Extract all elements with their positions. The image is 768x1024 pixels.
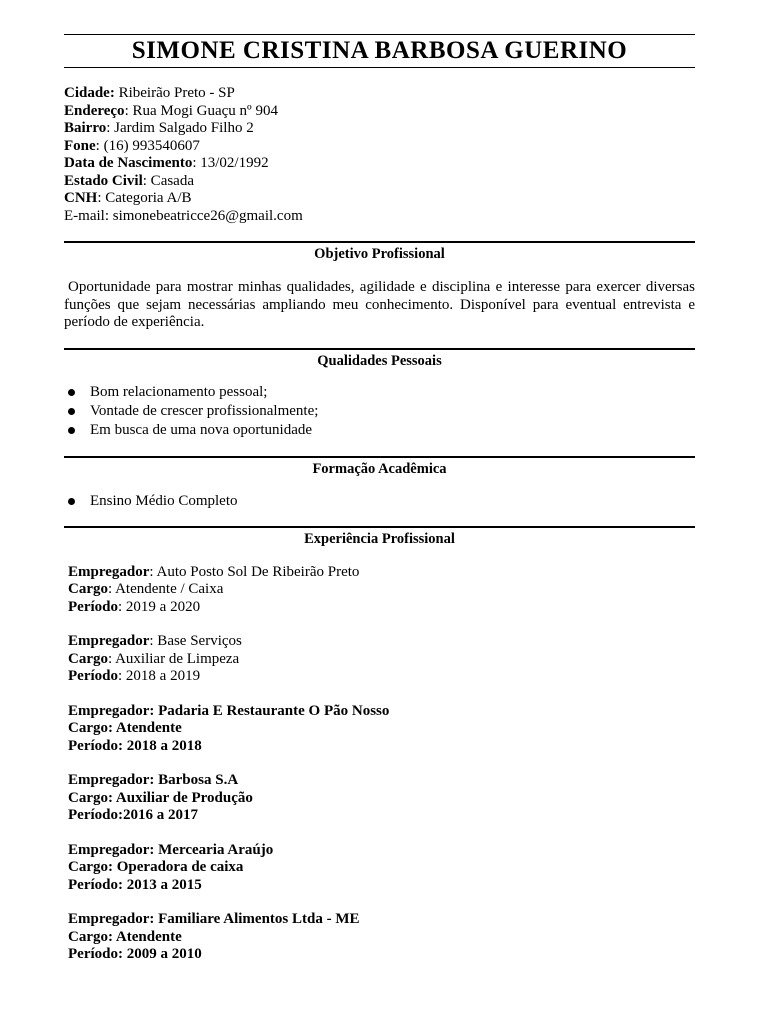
job-field-label: Período [68, 598, 118, 615]
job-field-label: Empregador [68, 563, 150, 580]
job-role [68, 651, 695, 669]
info-value: : simonebeatricce26@gmail.com [104, 207, 303, 224]
job-period [68, 599, 695, 617]
job-field-label: Cargo [68, 650, 108, 667]
job-role [68, 581, 695, 599]
info-city [64, 85, 695, 103]
education-list [64, 492, 695, 511]
info-label: Estado Civil [64, 172, 143, 189]
job-field-value: :2016 a 2017 [118, 807, 198, 823]
info-value: Ribeirão Preto - SP [114, 85, 235, 101]
job-entry [68, 703, 695, 756]
job-period [68, 738, 695, 756]
job-field-value: : 2013 a 2015 [118, 876, 202, 893]
job-field-value: : Auxiliar de Produção [108, 789, 253, 806]
job-entry [68, 842, 695, 895]
list-item-text: Bom relacionamento pessoal; [90, 383, 268, 400]
info-phone [64, 138, 695, 156]
info-value: : 13/02/1992 [192, 155, 269, 171]
list-item-text: Em busca de uma nova oportunidade [90, 421, 313, 438]
list-item [64, 492, 695, 511]
job-field-label: Cargo [68, 928, 108, 945]
job-period [68, 668, 695, 686]
job-field-label: Período [68, 737, 118, 754]
job-entry [68, 564, 695, 617]
job-employer [68, 703, 695, 721]
list-item [64, 383, 695, 402]
job-employer [68, 772, 695, 790]
info-value: : (16) 993540607 [95, 137, 200, 154]
candidate-name: SIMONE CRISTINA BARBOSA GUERINO [131, 37, 628, 64]
list-item [64, 421, 695, 440]
job-field-value: : Base Serviços [149, 633, 242, 649]
job-employer [68, 564, 695, 582]
education-section [64, 456, 695, 511]
job-role [68, 720, 695, 738]
job-field-label: Cargo [68, 581, 108, 597]
info-license [64, 190, 695, 208]
job-field-value: : Barbosa S.A [149, 772, 239, 788]
job-field-label: Empregador [68, 772, 150, 788]
job-period [68, 946, 695, 964]
section-heading: Formação Acadêmica [64, 456, 695, 478]
job-entry [68, 772, 695, 825]
job-period [68, 877, 695, 895]
info-value: : Rua Mogi Guaçu nº 904 [124, 102, 278, 119]
job-field-value: : 2019 a 2020 [118, 598, 201, 615]
job-field-value: : Padaria E Restaurante O Pão Nosso [149, 702, 390, 719]
job-field-value: : Atendente [108, 720, 182, 736]
info-label: CNH [64, 190, 98, 206]
job-field-label: Empregador [68, 841, 150, 858]
info-label: E-mail [64, 207, 105, 224]
job-field-value: : Operadora de caixa [108, 859, 244, 875]
top-rule [64, 34, 695, 35]
job-entry [68, 633, 695, 686]
job-field-value: : Familiare Alimentos Ltda - ME [149, 911, 360, 927]
job-field-value: : 2018 a 2019 [118, 668, 201, 684]
list-item-text: Vontade de crescer profissionalmente; [90, 402, 319, 419]
section-heading: Qualidades Pessoais [64, 348, 695, 370]
job-field-value: : Mercearia Araújo [149, 841, 274, 858]
section-heading: Objetivo Profissional [64, 241, 695, 263]
job-field-label: Período [68, 807, 118, 823]
job-field-label: Empregador [68, 702, 150, 719]
job-field-value: : Atendente [108, 928, 182, 945]
job-field-label: Período [68, 668, 118, 684]
experience-section [64, 526, 695, 964]
info-marital-status [64, 173, 695, 191]
info-neighborhood [64, 120, 695, 138]
bullet-icon [68, 427, 75, 434]
job-field-label: Cargo [68, 789, 108, 806]
job-period [68, 807, 695, 825]
personal-info [64, 85, 695, 225]
list-item [64, 402, 695, 421]
job-field-label: Período [68, 946, 118, 962]
job-employer [68, 633, 695, 651]
jobs-list [64, 564, 695, 964]
job-employer [68, 911, 695, 929]
job-field-value: : Auxiliar de Limpeza [108, 650, 240, 667]
qualities-section [64, 348, 695, 440]
objective-text: Oportunidade para mostrar minhas qualidades, agilidade e disciplina e interesse para exercer diversas funções que sejam necessárias ampliando meu conhecimento. Disponível para eventual entrevista e período de experiência. [64, 279, 695, 330]
job-role [68, 790, 695, 808]
info-label: Cidade: [64, 85, 115, 101]
info-label: Endereço [64, 102, 125, 119]
objective-section [64, 241, 695, 332]
job-entry [68, 911, 695, 964]
job-employer [68, 842, 695, 860]
info-label: Data de Nascimento [64, 155, 193, 171]
list-item-text: Ensino Médio Completo [90, 492, 238, 509]
bullet-icon [68, 389, 75, 396]
bullet-icon [68, 408, 75, 415]
info-value: : Casada [142, 172, 194, 189]
job-field-label: Cargo [68, 859, 108, 875]
job-field-value: : Atendente / Caixa [108, 581, 224, 597]
info-label: Fone [64, 137, 96, 154]
info-email [64, 208, 695, 226]
info-label: Bairro [64, 120, 107, 136]
info-value: : Jardim Salgado Filho 2 [106, 120, 254, 136]
job-field-value: : 2009 a 2010 [118, 946, 202, 962]
job-field-label: Empregador [68, 633, 150, 649]
info-value: : Categoria A/B [97, 190, 192, 206]
job-role [68, 859, 695, 877]
name-bottom-rule [64, 67, 695, 68]
job-field-label: Cargo [68, 720, 108, 736]
qualities-list [64, 383, 695, 440]
resume-page [64, 34, 695, 981]
job-field-value: : Auto Posto Sol De Ribeirão Preto [149, 563, 360, 580]
job-role [68, 929, 695, 947]
section-heading: Experiência Profissional [64, 526, 695, 548]
info-address [64, 103, 695, 121]
job-field-label: Período [68, 876, 118, 893]
job-field-value: : 2018 a 2018 [118, 737, 202, 754]
info-birthdate [64, 155, 695, 173]
job-field-label: Empregador [68, 911, 150, 927]
bullet-icon [68, 498, 75, 505]
